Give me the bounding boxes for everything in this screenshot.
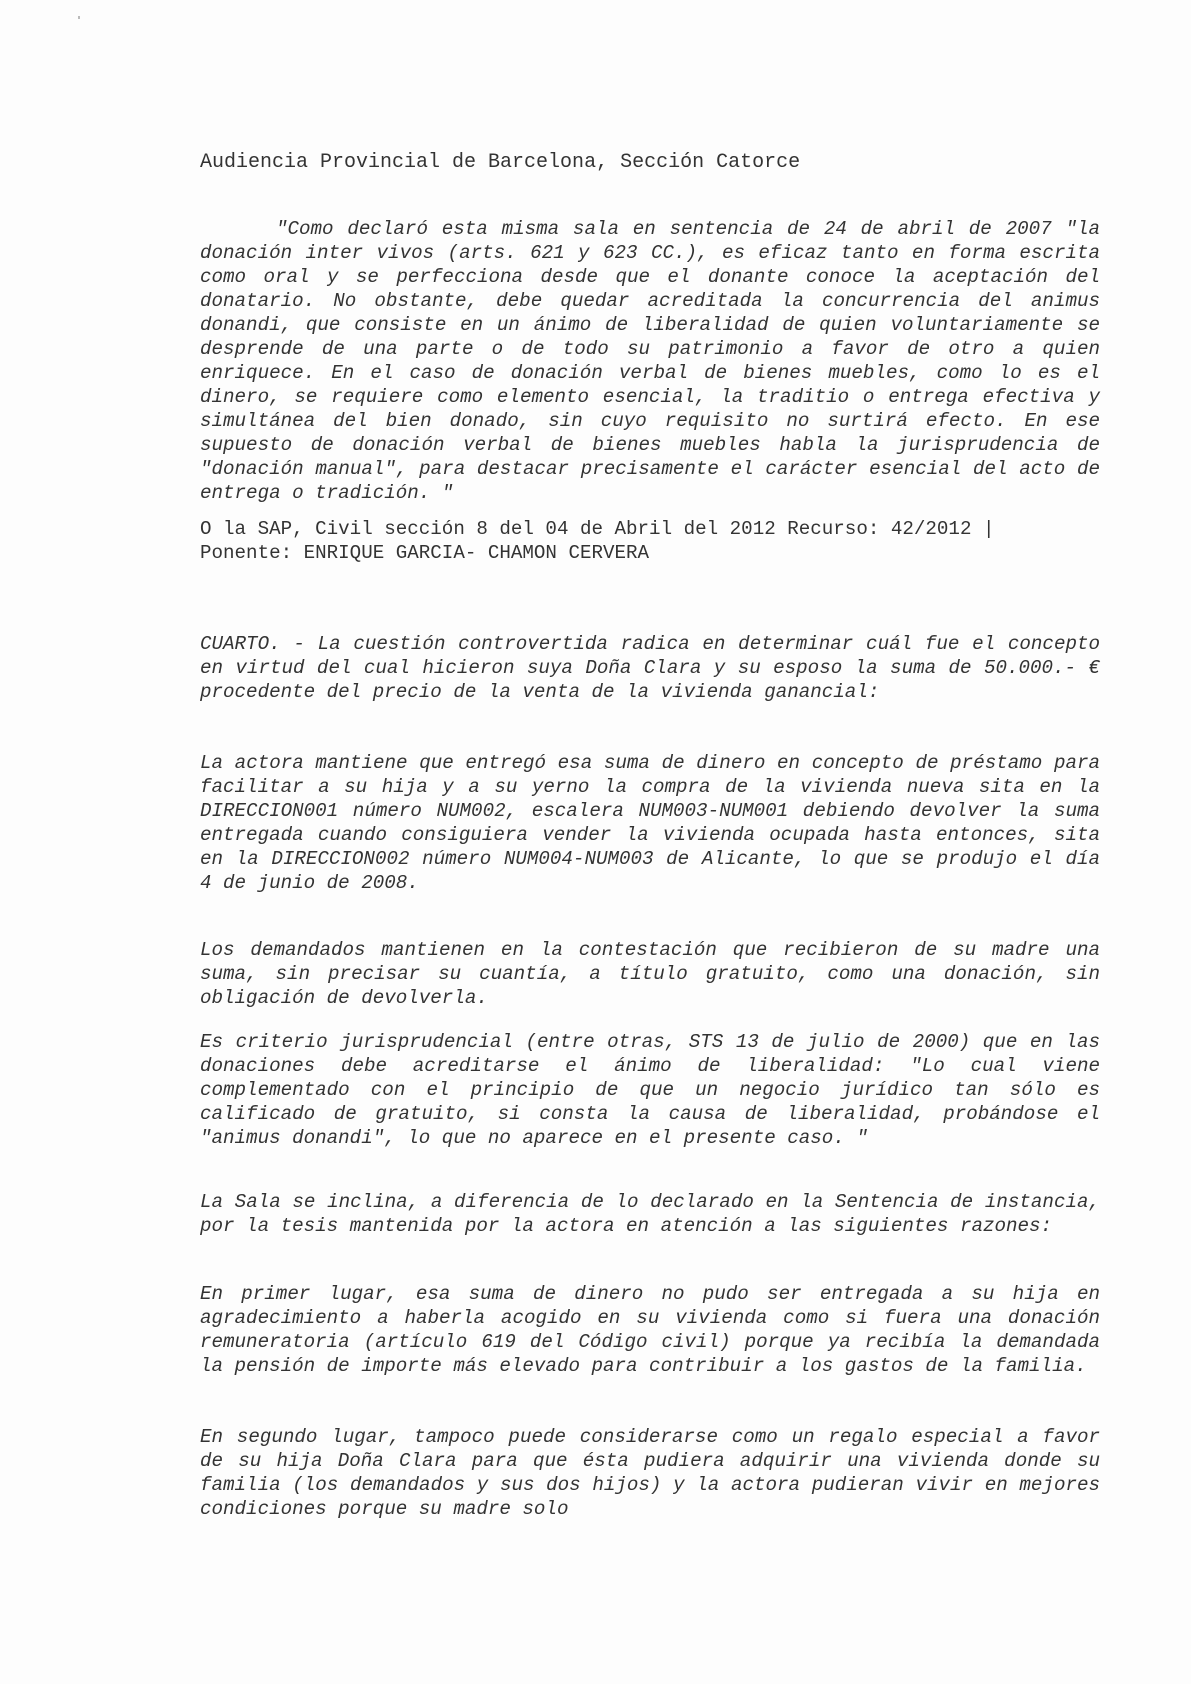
- citation-line-2: Ponente: ENRIQUE GARCIA- CHAMON CERVERA: [200, 542, 650, 564]
- paragraph-cuarto: CUARTO. - La cuestión controvertida radica en determinar cuál fue el concepto en virtud del cual hicieron suya Doña Clara y su esposo la suma de 50.000.- € procedente del precio de la venta de la vivienda ganancial:: [200, 633, 1100, 703]
- case-citation: [200, 517, 1100, 565]
- citation-line-1: O la SAP, Civil sección 8 del 04 de Abril del 2012 Recurso: 42/2012 |: [200, 518, 995, 540]
- paragraph-primer-lugar: En primer lugar, esa suma de dinero no pudo ser entregada a su hija en agradecimiento a haberla acogido en su vivienda como si fuera una donación remuneratoria (artículo 619 del Código civil) porque ya recibía la demandada la pensión de importe más elevado para contribuir a los gastos de la familia.: [200, 1283, 1100, 1377]
- paragraph-actora: La actora mantiene que entregó esa suma de dinero en concepto de préstamo para facilitar a su hija y a su yerno la compra de la vivienda nueva sita en la DIRECCION001 número NUM002, escalera NUM003-NUM001 debiendo devolver la suma entregada cuando consiguiera vender la vivienda ocupada hasta entonces, sita en la DIRECCION002 número NUM004-NUM003 de Alicante, lo que se produjo el día 4 de junio de 2008.: [200, 752, 1100, 894]
- paragraph-sala: La Sala se inclina, a diferencia de lo declarado en la Sentencia de instancia, por la tesis mantenida por la actora en atención a las siguientes razones:: [200, 1191, 1100, 1237]
- paragraph-criterio: Es criterio jurisprudencial (entre otras, STS 13 de julio de 2000) que en las donaciones debe acreditarse el ánimo de liberalidad: "Lo cual viene complementado con el principio de que un negocio jurídico tan sólo es calificado de gratuito, si consta la causa de liberalidad, probándose el "animus donandi", lo que no aparece en el presente caso. ": [200, 1031, 1100, 1149]
- paragraph-demandados: Los demandados mantienen en la contestación que recibieron de su madre una suma, sin precisar su cuantía, a título gratuito, como una donación, sin obligación de devolverla.: [200, 939, 1100, 1009]
- quoted-jurisprudence: "Como declaró esta misma sala en sentencia de 24 de abril de 2007 "la donación inter vivos (arts. 621 y 623 CC.), es eficaz tanto en forma escrita como oral y se perfecciona desde que el donante conoce la aceptación del donatario. No obstante, debe quedar acreditada la concurrencia del animus donandi, que consiste en un ánimo de liberalidad de quien voluntariamente se desprende de una parte o de todo su patrimonio a favor de otro a quien enriquece. En el caso de donación verbal de bienes muebles, como lo es el dinero, se requiere como elemento esencial, la traditio o entrega efectiva y simultánea del bien donado, sin cuyo requisito no surtirá efecto. En ese supuesto de donación verbal de bienes muebles habla la jurisprudencia de "donación manual", para destacar precisamente el carácter esencial del acto de entrega o tradición. ": [200, 218, 1100, 504]
- court-header: Audiencia Provincial de Barcelona, Sección Catorce: [200, 151, 801, 174]
- paragraph-segundo-lugar: En segundo lugar, tampoco puede considerarse como un regalo especial a favor de su hija Doña Clara para que ésta pudiera adquirir una vivienda donde su familia (los demandados y sus dos hijos) y la actora pudieran vivir en mejores condiciones porque su madre solo: [200, 1426, 1100, 1520]
- scan-artifact: [78, 16, 80, 19]
